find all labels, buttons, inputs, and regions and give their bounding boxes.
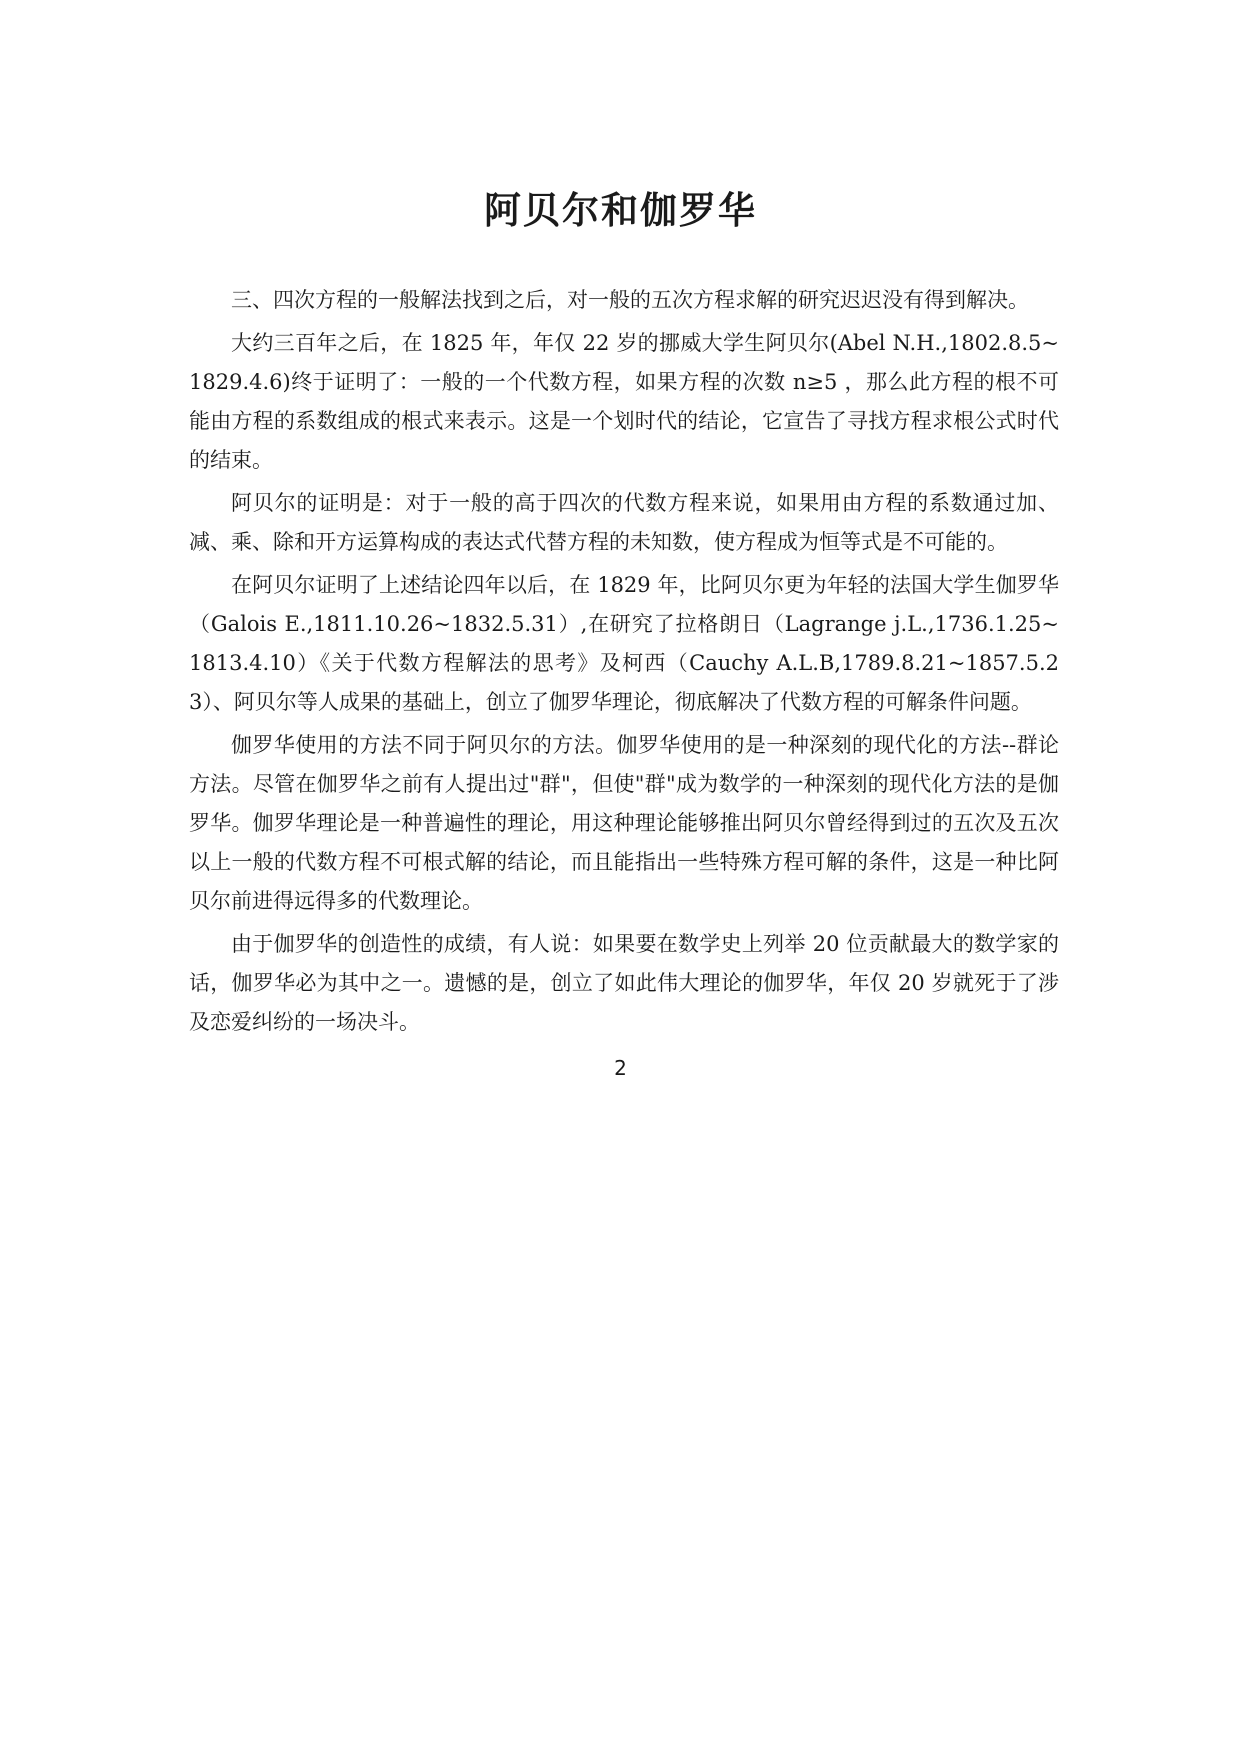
paragraph: 由于伽罗华的创造性的成绩，有人说：如果要在数学史上列举 20 位贡献最大的数学家的话，伽罗华必为其中之一。遗憾的是，创立了如此伟大理论的伽罗华，年仅 20 岁就死于了涉及恋爱纠纷的一场决斗。 [189,932,1059,1034]
paragraph: 在阿贝尔证明了上述结论四年以后，在 1829 年，比阿贝尔更为年轻的法国大学生伽罗华（Galois E.,1811.10.26~1832.5.31）,在研究了拉格朗日（Lagrange j.L.,1736.1.25~1813.4.10）《关于代数方程解法的思考》及柯西（Cauchy A.L.B,1789.8.21~1857.5.23）、阿贝尔等人成果的基础上，创立了伽罗华理论，彻底解决了代数方程的可解条件问题。 [189,573,1059,714]
paragraph: 阿贝尔的证明是：对于一般的高于四次的代数方程来说，如果用由方程的系数通过加、减、乘、除和开方运算构成的表达式代替方程的未知数，使方程成为恒等式是不可能的。 [189,491,1059,554]
paragraph: 大约三百年之后，在 1825 年，年仅 22 岁的挪威大学生阿贝尔(Abel N.H.,1802.8.5~1829.4.6)终于证明了：一般的一个代数方程，如果方程的次数 n≥5 ，那么此方程的根不可能由方程的系数组成的根式来表示。这是一个划时代的结论，它宣告了寻找方程求根公式时代的结束。 [189,331,1059,472]
paragraph: 伽罗华使用的方法不同于阿贝尔的方法。伽罗华使用的是一种深刻的现代化的方法--群论方法。尽管在伽罗华之前有人提出过"群"，但使"群"成为数学的一种深刻的现代化方法的是伽罗华。伽罗华理论是一种普遍性的理论，用这种理论能够推出阿贝尔曾经得到过的五次及五次以上一般的代数方程不可根式解的结论，而且能指出一些特殊方程可解的条件，这是一种比阿贝尔前进得远得多的代数理论。 [189,733,1059,913]
page-number: 2 [614,1056,627,1080]
paragraph: 三、四次方程的一般解法找到之后，对一般的五次方程求解的研究迟迟没有得到解决。 [231,288,1029,312]
document-body [189,281,1059,1046]
page-title: 阿贝尔和伽罗华 [484,189,757,232]
